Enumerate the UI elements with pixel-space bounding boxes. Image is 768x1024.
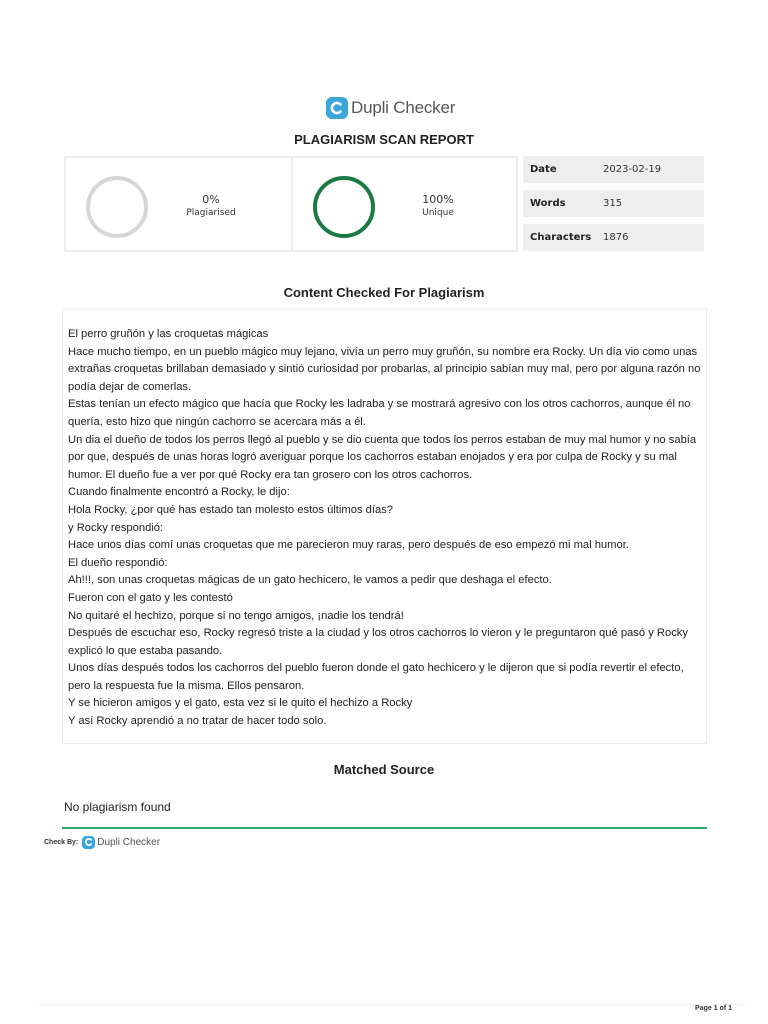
- plagiarised-value: 0%: [202, 193, 220, 206]
- footer-divider: [38, 1004, 746, 1005]
- content-line: El perro gruñón y las croquetas mágicas: [68, 328, 269, 340]
- dupli-checker-small-logo-icon: [82, 836, 95, 849]
- content-line: Ah!!!, son unas croquetas mágicas de un gato hechicero, le vamos a pedir que deshaga el efecto.: [68, 574, 552, 587]
- content-line: Después de escuchar eso, Rocky regresó triste a la ciudad y los otros cachorros lo vieron y le preguntaron qué pasó y Rocky explicó lo que estaba pasando.: [68, 627, 688, 657]
- content-line: Estas tenían un efecto mágico que hacía que Rocky les ladraba y se mostrará agresivo con los otros cachorros, aunque él no quería, esto hizo que ningún cachorro se acercara más a él.: [68, 398, 691, 428]
- content-line: Hace mucho tiempo, en un pueblo mágico muy lejano, vivía un perro muy gruñón, su nombre era Rocky. Un día vio como unas extrañas croquetas brillaban demasiado y sintió curiosidad por probarlas, al principio sabían muy mal, pero por alguna razón no podía dejar de comerlas.: [68, 345, 701, 393]
- content-line: y Rocky respondió:: [68, 521, 164, 534]
- meta-words-value: 315: [603, 198, 623, 209]
- unique-label: Unique: [422, 208, 454, 218]
- meta-words-key: Words: [530, 198, 566, 209]
- content-section-title: Content Checked For Plagiarism: [283, 285, 485, 300]
- matched-source-result: No plagiarism found: [64, 800, 171, 814]
- meta-characters: [523, 224, 704, 251]
- report-title: PLAGIARISM SCAN REPORT: [294, 132, 474, 147]
- logo-text: Dupli Checker: [351, 98, 456, 117]
- content-line: Y así Rocky aprendió a no tratar de hacer todo solo.: [68, 715, 327, 728]
- unique-value: 100%: [422, 193, 454, 206]
- dupli-checker-logo: [326, 96, 455, 120]
- content-line: Fueron con el gato y les contestó: [68, 591, 233, 604]
- content-line: Cuando finalmente encontró a Rocky, le dijo:: [68, 486, 290, 499]
- content-line: Un dia el dueño de todos los perros llegó al pueblo y se dio cuenta que todos los perros estaban de muy mal humor y no sabía por que, después de unas horas logró averiguar porque los cachorros estaban enojados y era por culpa de Rocky y su mal humor. El dueño fue a ver por qué Rocky era tan grosero con los otros cachorros.: [68, 433, 697, 481]
- content-line: Y se hicieron amigos y el gato, esta vez si le quito el hechizo a Rocky: [68, 697, 413, 710]
- dupli-checker-logo-icon: [326, 97, 348, 119]
- checked-content: [62, 308, 707, 744]
- unique-ring-icon: [313, 176, 375, 238]
- meta-characters-value: 1876: [603, 232, 629, 243]
- plagiarised-label: Plagiarised: [186, 208, 236, 218]
- meta-date-value: 2023-02-19: [603, 164, 662, 175]
- content-line: El dueño respondió:: [68, 556, 168, 569]
- meta-date-key: Date: [530, 164, 557, 175]
- content-line: Hace unos días comí unas croquetas que me parecieron muy raras, pero después de eso empezó mi mal humor.: [68, 539, 629, 552]
- content-line: No quitaré el hechizo, porque si no tengo amigos, ¡nadie los tendrá!: [68, 609, 404, 622]
- divider: [62, 827, 707, 829]
- matched-source-title: Matched Source: [333, 762, 435, 777]
- meta-words: [523, 190, 704, 217]
- checked-by-label: Check By:: [44, 838, 79, 846]
- page-number: Page 1 of 1: [695, 1005, 732, 1012]
- checked-by-brand: Dupli Checker: [97, 836, 161, 848]
- content-line: Hola Rocky, ¿por qué has estado tan molesto estos últimos días?: [68, 503, 394, 516]
- plagiarised-ring-icon: [86, 176, 148, 238]
- plagiarised-score: [66, 158, 291, 250]
- unique-score: [291, 158, 516, 250]
- checked-by: [44, 834, 160, 850]
- content-line: Unos días después todos los cachorros del pueblo fueron donde el gato hechicero y le dijeron que si podía revertir el efecto, pero la respuesta fue la misma. Ellos pensaron.: [68, 662, 684, 692]
- meta-characters-key: Characters: [530, 232, 592, 243]
- score-summary: [64, 156, 518, 252]
- meta-date: [523, 156, 704, 183]
